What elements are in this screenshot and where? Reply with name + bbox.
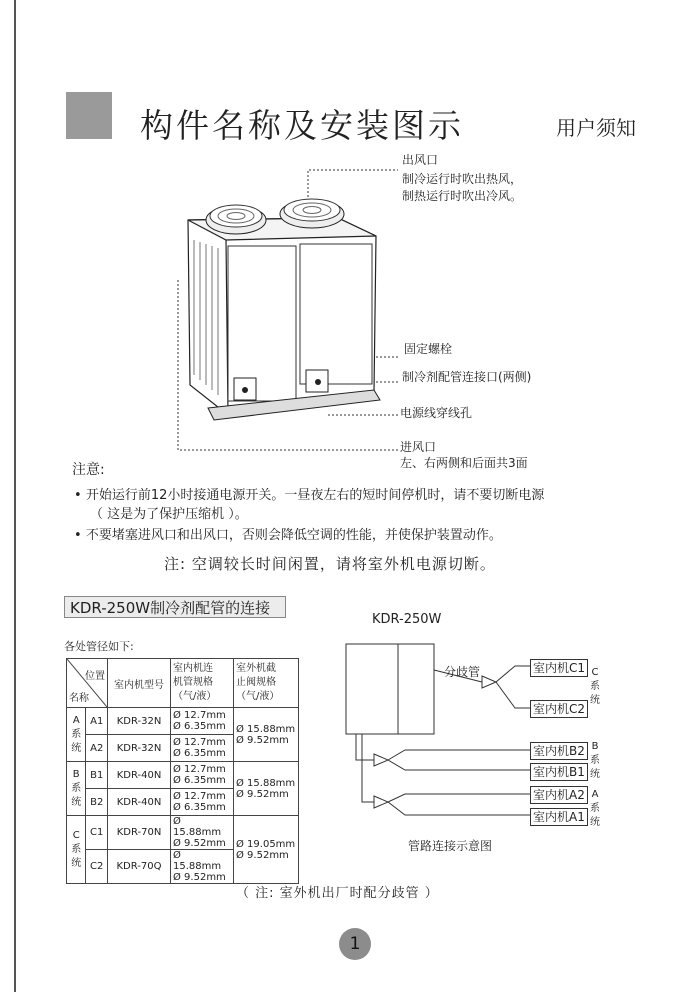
header-indoor-line2: 机管规格 xyxy=(173,677,213,688)
liquid-spec: Ø 9.52mm xyxy=(173,872,226,883)
system-c-letter: C xyxy=(72,829,80,841)
indoor-spec xyxy=(171,762,234,789)
system-c-label-char2: 统 xyxy=(590,695,600,706)
system-a-label-letter: A xyxy=(591,789,599,800)
outdoor-gas-spec: Ø 19.05mm xyxy=(236,838,296,850)
liquid-spec: Ø 6.35mm xyxy=(173,748,226,759)
note-bullet-2: • 不要堵塞进风口和出风口，否则会降低空调的性能，并使保护装置动作。 xyxy=(74,528,502,543)
gas-spec: Ø 12.7mm xyxy=(173,764,226,775)
system-a-letter: A xyxy=(72,714,80,726)
pipe-spec-table xyxy=(66,658,299,884)
outdoor-unit-illustration xyxy=(168,150,408,470)
section-heading: KDR-250W制冷剂配管的连接 xyxy=(64,596,286,618)
unit-id: B1 xyxy=(86,762,108,789)
schematic-caption: 管路连接示意图 xyxy=(408,839,493,853)
unit-id: B2 xyxy=(86,789,108,816)
indoor-spec xyxy=(171,735,234,762)
system-b-label-char2: 统 xyxy=(590,769,600,780)
system-c-label xyxy=(590,666,600,708)
outlet-desc-line2: 制热运行时吹出冷风。 xyxy=(402,189,523,203)
header-indoor-spec xyxy=(171,659,234,708)
gas-spec: Ø 12.7mm xyxy=(173,737,226,748)
diag-header-cell xyxy=(67,659,108,708)
branch-pipe-label: 分歧管 xyxy=(444,665,481,679)
unit-id: A1 xyxy=(86,708,108,735)
cable-hole-label: 电源线穿线孔 xyxy=(400,406,473,420)
outlet-desc-line1: 制冷运行时吹出热风， xyxy=(402,172,523,186)
outdoor-spec-b xyxy=(234,762,299,816)
system-b-char2: 统 xyxy=(71,796,82,808)
unit-model: KDR-70Q xyxy=(108,850,171,884)
system-b-char1: 系 xyxy=(71,782,82,794)
outdoor-spec-a xyxy=(234,708,299,762)
header-indoor-line1: 室内机连 xyxy=(173,663,213,674)
indoor-unit-a2: 室内机A2 xyxy=(530,786,588,804)
power-off-note: 注: 空调较长时间闲置，请将室外机电源切断。 xyxy=(164,555,496,573)
inlet-desc: 左、右两侧和后面共3面 xyxy=(400,456,528,470)
title-marker-box xyxy=(66,92,112,139)
system-a-label-char2: 统 xyxy=(590,817,600,828)
left-margin-rule xyxy=(14,0,16,992)
outdoor-liquid-spec: Ø 9.52mm xyxy=(236,734,289,746)
gas-spec: Ø 15.88mm xyxy=(173,816,222,838)
gas-spec: Ø 15.88mm xyxy=(173,850,222,872)
unit-id: A2 xyxy=(86,735,108,762)
pipe-diameter-label: 各处管径如下: xyxy=(64,640,134,653)
outdoor-liquid-spec: Ø 9.52mm xyxy=(236,788,289,800)
liquid-spec: Ø 6.35mm xyxy=(173,775,226,786)
notes-heading: 注意: xyxy=(72,462,105,478)
liquid-spec: Ø 6.35mm xyxy=(173,721,226,732)
header-name: 名称 xyxy=(69,693,89,704)
outdoor-spec-c xyxy=(234,816,299,884)
header-outdoor-line3: （气/液） xyxy=(236,691,280,702)
header-outdoor-line1: 室外机截 xyxy=(236,663,276,674)
indoor-unit-b2: 室内机B2 xyxy=(530,742,588,760)
unit-model: KDR-32N xyxy=(108,735,171,762)
system-a-label-char1: 系 xyxy=(590,803,600,814)
liquid-spec: Ø 9.52mm xyxy=(173,838,226,849)
outdoor-gas-spec: Ø 15.88mm xyxy=(236,777,296,789)
unit-model: KDR-70N xyxy=(108,816,171,850)
unit-id: C2 xyxy=(86,850,108,884)
page-subtitle: 用户须知 xyxy=(556,116,636,140)
system-c-char1: 系 xyxy=(71,843,82,855)
system-c-cell xyxy=(67,816,86,884)
system-b-label-letter: B xyxy=(591,741,599,752)
header-outdoor-spec xyxy=(234,659,299,708)
system-b-letter: B xyxy=(72,768,80,780)
system-b-cell xyxy=(67,762,86,816)
indoor-unit-a1: 室内机A1 xyxy=(530,808,588,826)
note-bullet-1-cont: （ 这是为了保护压缩机 ）。 xyxy=(90,507,248,522)
bolt-label: 固定螺栓 xyxy=(404,342,453,356)
indoor-unit-b1: 室内机B1 xyxy=(530,763,588,781)
indoor-spec xyxy=(171,850,234,884)
unit-model: KDR-32N xyxy=(108,708,171,735)
schematic-title: KDR-250W xyxy=(372,612,442,627)
page-title: 构件名称及安装图示 xyxy=(140,106,464,145)
gas-spec: Ø 12.7mm xyxy=(173,791,226,802)
page-number: 1 xyxy=(339,928,371,960)
system-a-char1: 系 xyxy=(71,728,82,740)
unit-model: KDR-40N xyxy=(108,762,171,789)
system-a-cell xyxy=(67,708,86,762)
system-c-label-letter: C xyxy=(591,667,599,678)
note-bullet-1-text: 开始运行前12小时接通电源开关。一昼夜左右的短时间停机时，请不要切断电源 xyxy=(85,488,545,503)
system-c-char2: 统 xyxy=(71,857,82,869)
outdoor-liquid-spec: Ø 9.52mm xyxy=(236,849,289,861)
table-row xyxy=(67,708,299,735)
system-b-label-char1: 系 xyxy=(590,755,600,766)
indoor-spec xyxy=(171,789,234,816)
unit-id: C1 xyxy=(86,816,108,850)
indoor-unit-c1: 室内机C1 xyxy=(530,659,588,677)
system-c-label-char1: 系 xyxy=(590,681,600,692)
indoor-spec xyxy=(171,816,234,850)
liquid-spec: Ø 6.35mm xyxy=(173,802,226,813)
table-row xyxy=(67,816,299,850)
indoor-unit-c2: 室内机C2 xyxy=(530,700,588,718)
system-a-label xyxy=(590,788,600,830)
indoor-spec xyxy=(171,708,234,735)
outlet-label: 出风口 xyxy=(402,153,439,167)
outdoor-gas-spec: Ø 15.88mm xyxy=(236,723,296,735)
inlet-label: 进风口 xyxy=(400,440,437,454)
gas-spec: Ø 12.7mm xyxy=(173,710,226,721)
system-b-label xyxy=(590,740,600,782)
table-header-row xyxy=(67,659,299,708)
system-a-char2: 统 xyxy=(71,742,82,754)
table-row xyxy=(67,762,299,789)
header-model: 室内机型号 xyxy=(108,659,171,708)
footnote: （ 注: 室外机出厂时配分歧管 ） xyxy=(236,886,439,901)
header-position: 位置 xyxy=(85,671,105,682)
note-bullet-2-text: 不要堵塞进风口和出风口，否则会降低空调的性能，并使保护装置动作。 xyxy=(85,528,502,543)
header-outdoor-line2: 止阀规格 xyxy=(236,677,276,688)
header-indoor-line3: （气/液） xyxy=(173,691,217,702)
pipe-port-label: 制冷剂配管连接口(两侧) xyxy=(402,370,532,384)
unit-model: KDR-40N xyxy=(108,789,171,816)
note-bullet-1: • 开始运行前12小时接通电源开关。一昼夜左右的短时间停机时，请不要切断电源 xyxy=(74,488,545,503)
